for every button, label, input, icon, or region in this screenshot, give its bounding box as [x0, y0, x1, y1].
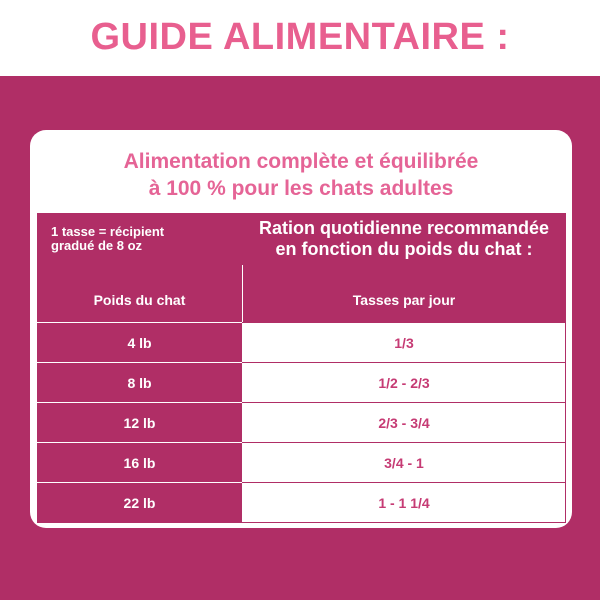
- page-title: GUIDE ALIMENTAIRE :: [90, 16, 510, 58]
- table-frame: [242, 322, 566, 523]
- feeding-table: [37, 213, 566, 523]
- ration-heading-line-1: Ration quotidienne recommandée: [258, 218, 550, 238]
- weight-cell: 8 lb: [37, 362, 242, 402]
- cups-cell: 2/3 - 3/4: [242, 402, 566, 442]
- cups-cell: 1/3: [242, 322, 566, 362]
- feeding-card: [30, 130, 572, 528]
- header-band: [0, 0, 600, 76]
- ration-heading-line-2: en fonction du poids du chat :: [275, 239, 533, 259]
- column-header-cups: Tasses par jour: [242, 277, 566, 322]
- cup-measure-note: [37, 213, 242, 265]
- card-title-line-1: Alimentation complète et équilibrée: [123, 150, 479, 173]
- column-divider-line: [242, 265, 243, 322]
- weight-cell: 4 lb: [37, 322, 242, 362]
- weight-cell: 16 lb: [37, 442, 242, 482]
- cup-note-line-1: 1 tasse = récipient: [51, 224, 165, 239]
- cups-cell: 1/2 - 2/3: [242, 362, 566, 402]
- ration-heading: [242, 213, 566, 265]
- card-title: [30, 148, 572, 202]
- weight-cell: 22 lb: [37, 482, 242, 523]
- column-header-weight: Poids du chat: [37, 277, 242, 322]
- cup-note-line-2: gradué de 8 oz: [51, 238, 143, 253]
- weight-cell: 12 lb: [37, 402, 242, 442]
- cups-cell: 3/4 - 1: [242, 442, 566, 482]
- card-title-line-2: à 100 % pour les chats adultes: [148, 177, 454, 200]
- cups-cell: 1 - 1 1/4: [242, 482, 566, 523]
- header-separator: [37, 265, 566, 277]
